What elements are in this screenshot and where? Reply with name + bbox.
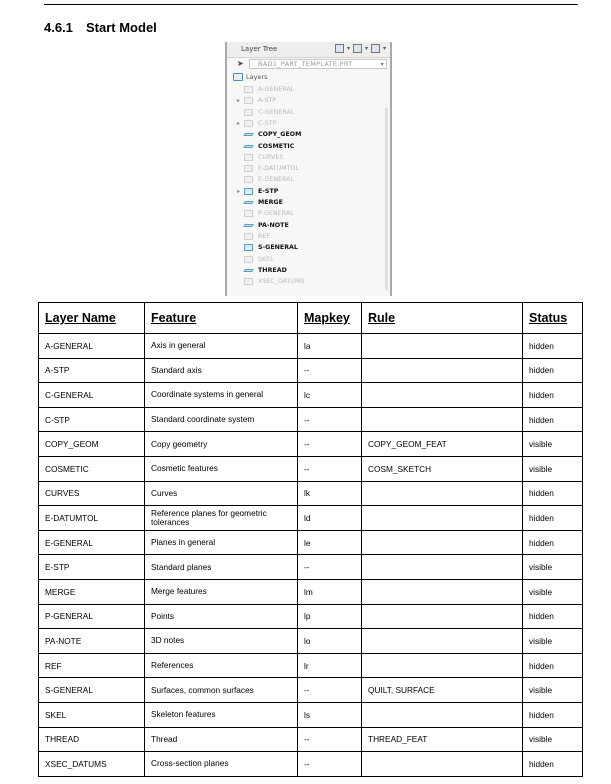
tree-item-label: PA-NOTE <box>258 221 289 229</box>
tree-item-label: C-GENERAL <box>258 108 295 116</box>
table-row <box>39 653 583 678</box>
cell-rule <box>362 604 523 629</box>
cell-rule <box>362 702 523 727</box>
cell-layer-name: PA-NOTE <box>39 629 145 654</box>
header-status: Status <box>523 303 583 334</box>
cell-status: visible <box>523 555 583 580</box>
tree-item[interactable] <box>227 265 390 276</box>
tree-item-label: S-GENERAL <box>258 244 298 252</box>
cell-feature: Cosmetic features <box>145 456 298 481</box>
layer-hidden-icon <box>244 176 253 183</box>
tree-item-label: COPY_GEOM <box>258 131 302 139</box>
header-feature: Feature <box>145 303 298 334</box>
tree-item[interactable] <box>227 186 390 197</box>
tree-item-label: E-STP <box>258 187 279 195</box>
cell-mapkey: lc <box>298 383 362 408</box>
tree-item-label: P-GENERAL <box>258 210 294 218</box>
cell-layer-name: XSEC_DATUMS <box>39 752 145 777</box>
layer-hidden-icon <box>244 97 253 104</box>
layer-visible-icon <box>243 201 254 204</box>
layer-table <box>38 302 583 777</box>
settings-icon[interactable] <box>371 44 380 53</box>
cell-layer-name: COPY_GEOM <box>39 432 145 457</box>
chevron-down-icon[interactable]: ▾ <box>346 45 350 52</box>
cell-feature: Coordinate systems in general <box>145 383 298 408</box>
model-name: BAD1_PART_TEMPLATE.PRT <box>258 60 353 68</box>
cell-feature: 3D notes <box>145 629 298 654</box>
cell-status: hidden <box>523 530 583 555</box>
chevron-down-icon[interactable]: ▾ <box>364 45 368 52</box>
cell-layer-name: CURVES <box>39 481 145 506</box>
layer-hidden-icon <box>244 233 253 240</box>
cell-layer-name: MERGE <box>39 579 145 604</box>
layer-visible-icon <box>243 145 254 148</box>
cell-mapkey: -- <box>298 407 362 432</box>
cell-feature: Points <box>145 604 298 629</box>
tree-item-label: A-GENERAL <box>258 86 295 93</box>
layers-root-node[interactable] <box>233 73 268 81</box>
cell-feature: Standard coordinate system <box>145 407 298 432</box>
tree-item[interactable] <box>227 220 390 231</box>
cell-mapkey: lr <box>298 653 362 678</box>
cell-mapkey: ls <box>298 702 362 727</box>
cell-rule <box>362 653 523 678</box>
cell-layer-name: REF <box>39 653 145 678</box>
layer-visible-icon <box>244 188 253 195</box>
layer-hidden-icon <box>244 120 253 127</box>
table-row <box>39 555 583 580</box>
cell-feature: Copy geometry <box>145 432 298 457</box>
table-body <box>39 334 583 777</box>
cell-status: hidden <box>523 702 583 727</box>
cell-layer-name: A-STP <box>39 358 145 383</box>
tree-item-label: XSEC_DATUMS <box>258 278 305 286</box>
cell-status: hidden <box>523 358 583 383</box>
cell-rule <box>362 506 523 531</box>
cell-rule: QUILT, SURFACE <box>362 678 523 703</box>
table-row <box>39 481 583 506</box>
tree-item[interactable] <box>227 129 390 140</box>
layer-tree-panel <box>225 42 392 296</box>
table-row <box>39 727 583 752</box>
table-row <box>39 702 583 727</box>
table-row <box>39 530 583 555</box>
table-row <box>39 383 583 408</box>
tree-item[interactable] <box>227 242 390 253</box>
section-heading <box>44 20 157 35</box>
cell-layer-name: C-GENERAL <box>39 383 145 408</box>
cell-rule <box>362 579 523 604</box>
cell-status: visible <box>523 579 583 604</box>
cell-mapkey: -- <box>298 727 362 752</box>
table-row <box>39 579 583 604</box>
tree-item[interactable] <box>227 95 390 106</box>
tree-item[interactable] <box>227 276 390 287</box>
cell-mapkey: la <box>298 334 362 359</box>
cell-mapkey: ld <box>298 506 362 531</box>
cell-mapkey: -- <box>298 432 362 457</box>
cell-status: visible <box>523 629 583 654</box>
layer-visible-icon <box>243 133 254 136</box>
tree-item-label: CURVES <box>258 153 284 161</box>
cell-rule <box>362 334 523 359</box>
tree-item[interactable] <box>227 231 390 242</box>
cell-rule: THREAD_FEAT <box>362 727 523 752</box>
cell-mapkey: lo <box>298 629 362 654</box>
cell-status: hidden <box>523 334 583 359</box>
tree-item-label: E-DATUMTOL <box>258 165 300 173</box>
cell-layer-name: P-GENERAL <box>39 604 145 629</box>
tree-item[interactable] <box>227 107 390 118</box>
cell-mapkey: lm <box>298 579 362 604</box>
table-header-row <box>39 303 583 334</box>
cell-mapkey: -- <box>298 752 362 777</box>
table-row <box>39 432 583 457</box>
cell-feature: References <box>145 653 298 678</box>
tree-filter-icon[interactable] <box>353 44 362 53</box>
layer-hidden-icon <box>244 154 253 161</box>
table-row <box>39 506 583 531</box>
cell-status: hidden <box>523 604 583 629</box>
cell-mapkey: -- <box>298 555 362 580</box>
layer-hidden-icon <box>244 278 253 285</box>
tree-item[interactable] <box>227 208 390 219</box>
layer-hidden-icon <box>244 256 253 263</box>
tree-item-label: MERGE <box>258 199 283 206</box>
tree-item-label: E-GENERAL <box>258 176 294 184</box>
table-row <box>39 407 583 432</box>
cell-rule <box>362 383 523 408</box>
chevron-down-icon[interactable]: ▾ <box>380 61 384 68</box>
chevron-down-icon[interactable]: ▾ <box>382 45 386 52</box>
active-model-selector[interactable] <box>231 59 387 70</box>
cell-layer-name: E-GENERAL <box>39 530 145 555</box>
tree-item[interactable] <box>227 84 390 95</box>
cell-mapkey: lp <box>298 604 362 629</box>
layer-hidden-icon <box>244 165 253 172</box>
table-row <box>39 358 583 383</box>
cell-rule <box>362 530 523 555</box>
layers-menu-icon[interactable] <box>335 44 344 53</box>
header-layer-name: Layer Name <box>39 303 145 334</box>
cell-feature: Curves <box>145 481 298 506</box>
tree-item-label: A-STP <box>258 97 277 105</box>
layer-hidden-icon <box>244 86 253 93</box>
header-mapkey: Mapkey <box>298 303 362 334</box>
cell-status: hidden <box>523 653 583 678</box>
cell-mapkey: -- <box>298 678 362 703</box>
cell-rule <box>362 555 523 580</box>
cell-layer-name: SKEL <box>39 702 145 727</box>
layer-tree-header <box>227 42 390 58</box>
tree-item[interactable] <box>227 152 390 163</box>
table-row <box>39 456 583 481</box>
cell-status: visible <box>523 678 583 703</box>
header-rule: Rule <box>362 303 523 334</box>
table-row <box>39 629 583 654</box>
tree-item[interactable] <box>227 163 390 174</box>
cell-layer-name: COSMETIC <box>39 456 145 481</box>
cell-feature: Standard planes <box>145 555 298 580</box>
cell-feature: Skeleton features <box>145 702 298 727</box>
tree-item[interactable] <box>227 197 390 208</box>
cell-mapkey: lk <box>298 481 362 506</box>
table-row <box>39 678 583 703</box>
table-row <box>39 334 583 359</box>
layer-hidden-icon <box>244 109 253 116</box>
cell-rule <box>362 407 523 432</box>
header-toolbar <box>335 44 386 53</box>
layer-tree-title: Layer Tree <box>241 45 278 53</box>
cell-feature: Cross-section planes <box>145 752 298 777</box>
tree-scrollbar[interactable] <box>385 108 388 290</box>
cell-status: visible <box>523 432 583 457</box>
cell-rule <box>362 358 523 383</box>
cell-mapkey: -- <box>298 456 362 481</box>
cursor-arrow-icon: ➤ <box>237 59 244 68</box>
cell-status: hidden <box>523 481 583 506</box>
layer-visible-icon <box>244 244 253 251</box>
layer-hidden-icon <box>244 210 253 217</box>
cell-feature: Planes in general <box>145 530 298 555</box>
tree-item-label: COSMETIC <box>258 142 295 150</box>
tree-item[interactable] <box>227 141 390 152</box>
cell-status: visible <box>523 727 583 752</box>
expand-arrow-icon[interactable]: ▸ <box>237 187 241 195</box>
tree-item-label: REF <box>258 232 270 240</box>
table-row <box>39 752 583 777</box>
layer-visible-icon <box>243 224 254 227</box>
tree-item-label: THREAD <box>258 266 287 274</box>
expand-arrow-icon[interactable]: ▸ <box>237 119 241 127</box>
section-title: Start Model <box>86 20 157 35</box>
cell-layer-name: E-DATUMTOL <box>39 506 145 531</box>
cell-rule <box>362 629 523 654</box>
cell-feature: Axis in general <box>145 334 298 359</box>
cell-layer-name: THREAD <box>39 727 145 752</box>
cell-status: hidden <box>523 752 583 777</box>
section-number: 4.6.1 <box>44 20 73 35</box>
cell-rule: COPY_GEOM_FEAT <box>362 432 523 457</box>
cell-status: hidden <box>523 506 583 531</box>
cell-status: hidden <box>523 383 583 408</box>
cell-layer-name: C-STP <box>39 407 145 432</box>
expand-arrow-icon[interactable]: ▸ <box>237 97 241 105</box>
layers-root-label: Layers <box>246 73 268 81</box>
cell-rule <box>362 752 523 777</box>
cell-status: hidden <box>523 407 583 432</box>
table-row <box>39 604 583 629</box>
cell-rule <box>362 481 523 506</box>
tree-item[interactable] <box>227 254 390 265</box>
cell-feature: Surfaces, common surfaces <box>145 678 298 703</box>
cell-feature: Reference planes for geometric tolerances <box>145 506 298 531</box>
top-rule <box>44 4 578 5</box>
cell-layer-name: S-GENERAL <box>39 678 145 703</box>
cell-feature: Thread <box>145 727 298 752</box>
tree-item-label: SKEL <box>258 255 274 263</box>
cell-mapkey: le <box>298 530 362 555</box>
model-dropdown[interactable] <box>249 59 387 69</box>
tree-item[interactable] <box>227 118 390 129</box>
tree-item[interactable] <box>227 174 390 185</box>
cell-layer-name: A-GENERAL <box>39 334 145 359</box>
cell-status: visible <box>523 456 583 481</box>
layer-visible-icon <box>243 269 254 272</box>
cell-mapkey: -- <box>298 358 362 383</box>
tree-item-label: C-STP <box>258 119 277 127</box>
cell-rule: COSM_SKETCH <box>362 456 523 481</box>
cell-feature: Standard axis <box>145 358 298 383</box>
layers-icon <box>233 73 243 81</box>
cell-layer-name: E-STP <box>39 555 145 580</box>
cell-feature: Merge features <box>145 579 298 604</box>
